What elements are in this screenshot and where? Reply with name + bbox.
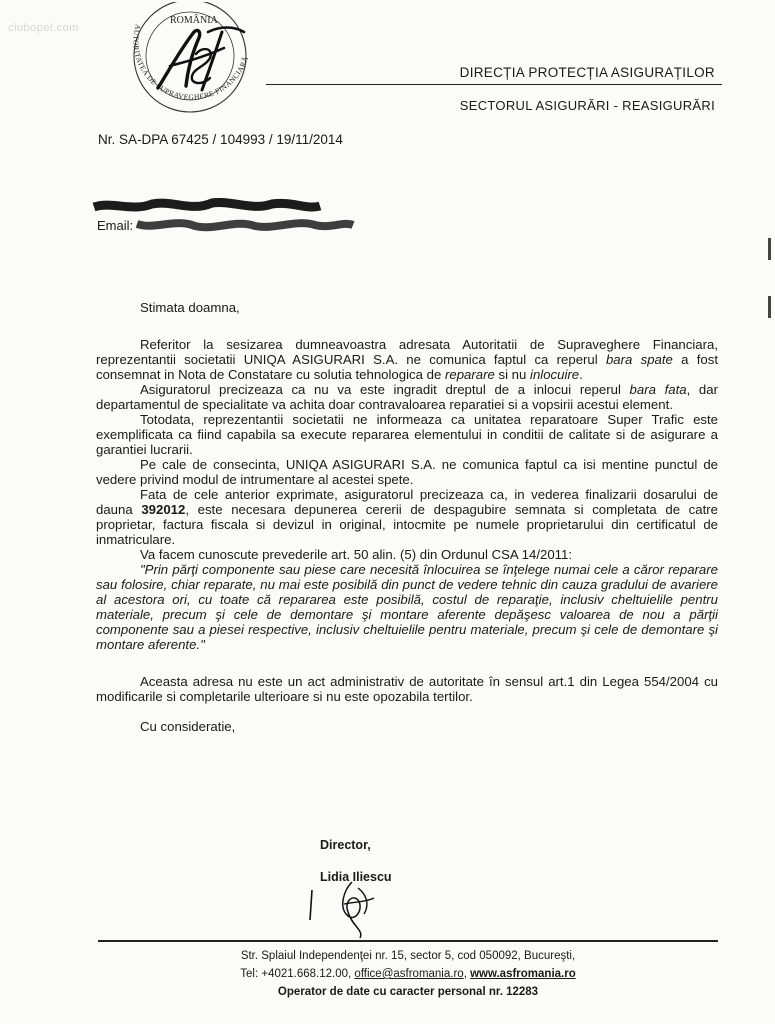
scan-edge-mark: [768, 296, 771, 318]
footer-address: Str. Splaiul Independenţei nr. 15, sector 5, cod 050092, Bucureşti,: [240, 950, 576, 962]
scan-edge-mark: [768, 238, 771, 260]
letter-body: [96, 300, 718, 734]
department-heading: DIRECȚIA PROTECȚIA ASIGURAȚILOR: [459, 65, 715, 80]
seal-ring-text: AUTORITATEA DE SUPRAVEGHERE FINANCIARĂ: [131, 23, 251, 102]
watermark: clubopel.com: [8, 22, 79, 34]
closing: Cu consideratie,: [140, 719, 236, 734]
redacted-recipient-name: [92, 198, 322, 215]
redacted-recipient-email: [135, 216, 355, 233]
footer: [98, 947, 718, 1001]
footer-email-link[interactable]: office@asfromania.ro: [354, 968, 464, 980]
footer-divider: [98, 940, 718, 942]
handwritten-signature: [304, 868, 394, 940]
footer-contact: Tel: +4021.668.12.00, office@asfromania.ro, www.asfromania.ro: [240, 968, 576, 980]
paragraph-1: Referitor la sesizarea dumneavoastra adresata Autoritatii de Supraveghere Financiara, reprezentantii societatii UNIQA ASIGURARI S.A. ne comunica faptul ca reperul bara spate a fost consemnat in Nota de Constatare cu solutia tehnologica de reparare si nu inlocuire.: [96, 337, 718, 382]
paragraph-7: Aceasta adresa nu este un act administrativ de autoritate în sensul art.1 din Legea 554/2004 cu modificarile si completarile ulterioare si nu este opozabila tertilor.: [96, 674, 718, 704]
asf-seal-logo: [98, 2, 274, 118]
paragraph-6: Va facem cunoscute prevederile art. 50 alin. (5) din Ordunul CSA 14/2011:: [140, 547, 573, 562]
footer-operator: Operator de date cu caracter personal nr. 12283: [277, 986, 539, 998]
greeting: Stimata doamna,: [140, 300, 240, 315]
paragraph-3: Totodata, reprezentantii societatii ne informeaza ca unitatea reparatoare Super Trafic este exemplificata ca fiind capabila sa execute repararea elementului in conditii de calitate si de asigurare a garantiei lucrarii.: [96, 412, 718, 457]
reference-number: Nr. SA-DPA 67425 / 104993 / 19/11/2014: [98, 132, 343, 147]
footer-website-link[interactable]: www.asfromania.ro: [470, 968, 576, 980]
signatory-name: Lidia Iliescu: [320, 870, 392, 884]
header-divider: [266, 84, 722, 85]
recipient-email-label: Email:: [97, 218, 134, 233]
paragraph-2: Asiguratorul precizeaza ca nu va este ingradit dreptul de a inlocui reperul bara fata, dar departamentul de specialitate va achita doar contravaloarea reparatiei si a vopsirii acestui element.: [96, 382, 718, 412]
legal-quote: "Prin părţi componente sau piese care necesită înlocuirea se înţelege numai cele a căror reparare sau folosire, chiar reparate, nu mai este posibilă din punct de vedere tehnic din cauza gradului de avariere al acestora ori, cu toate că repararea este posibilă, costul de reparaţie, inclusiv cheltuielile pentru materiale, precum şi cele de demontare şi montare aferente depăşesc valoarea de nou a părţii componente sau a piesei respective, inclusiv cheltuielile pentru materiale, precum şi cele de demontare şi montare aferente.": [96, 562, 718, 652]
seal-country: ROMÂNIA: [170, 15, 218, 26]
paragraph-4: Pe cale de consecinta, UNIQA ASIGURARI S.A. ne comunica faptul ca isi mentine punctul de vedere privind modul de intrumentare al acestei spete.: [96, 457, 718, 487]
signatory-title: Director,: [320, 838, 371, 852]
sector-heading: SECTORUL ASIGURĂRI - REASIGURĂRI: [459, 98, 715, 113]
paragraph-5: Fata de cele anterior exprimate, asiguratorul precizeaza ca, in vederea finalizarii dosarului de dauna 392012, este necesara depunerea cererii de despagubire semnata si completata de catre proprietar, factura fiscala si devizul in original, intocmite pe numele proprietarului din certificatul de inmatriculare.: [96, 487, 718, 547]
footer-tel: Tel: +4021.668.12.00,: [240, 968, 352, 980]
